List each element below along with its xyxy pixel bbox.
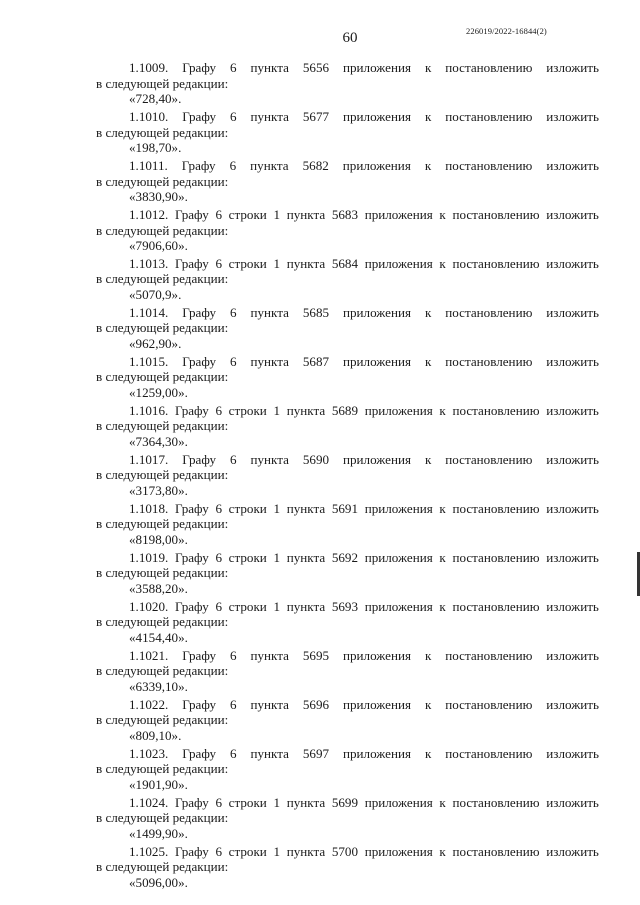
amendment-item (96, 60, 599, 107)
amendment-word: пункта (250, 745, 289, 761)
amendment-word: постановлению (445, 696, 533, 712)
amendment-word: 5690 (302, 451, 330, 467)
amendment-word: приложения (364, 843, 433, 859)
amendment-word: к (424, 647, 432, 663)
amendment-word: Графу (174, 598, 209, 614)
amendment-word: Графу (174, 206, 209, 222)
amendment-word: Графу (182, 745, 217, 761)
amendment-word: изложить (546, 843, 599, 859)
amendment-word: приложения (342, 157, 411, 173)
amendment-word: Графу (181, 157, 216, 173)
amendment-continuation: в следующей редакции: (96, 320, 229, 336)
amendment-word: изложить (546, 745, 599, 761)
amendment-word: 1 (273, 843, 281, 859)
amendment-word: приложения (364, 402, 433, 418)
amendment-continuation: в следующей редакции: (96, 467, 229, 483)
amendment-item (96, 354, 599, 401)
amendment-value: «8198,00». (129, 531, 188, 547)
amendment-word: 1 (273, 206, 281, 222)
amendment-first-line (96, 795, 599, 811)
amendment-word: постановлению (445, 647, 533, 663)
amendment-word: 5685 (302, 304, 330, 320)
amendment-value: «7364,30». (129, 433, 188, 449)
amendment-word: 6 (215, 500, 222, 516)
amendment-word: к (424, 157, 432, 173)
amendment-word: 6 (215, 843, 222, 859)
amendment-word: 6 (229, 696, 237, 712)
amendment-item (96, 648, 599, 695)
amendment-word: 1.1020. (129, 598, 169, 614)
amendment-continuation: в следующей редакции: (96, 565, 229, 581)
document-body (96, 60, 599, 892)
amendment-word: постановлению (452, 402, 540, 418)
page-number: 60 (342, 30, 358, 46)
amendment-item (96, 305, 599, 352)
amendment-word: строки (228, 255, 267, 271)
amendment-word: 1.1011. (129, 157, 168, 173)
amendment-word: приложения (342, 696, 412, 712)
amendment-word: Графу (182, 451, 217, 467)
amendment-word: пункта (286, 206, 326, 222)
amendment-word: к (424, 353, 432, 369)
amendment-value: «1901,90». (129, 776, 188, 792)
amendment-word: 6 (229, 353, 237, 369)
amendment-word: к (439, 598, 446, 614)
amendment-word: пункта (250, 60, 289, 75)
amendment-first-line (96, 403, 599, 419)
amendment-first-line (96, 256, 599, 272)
amendment-word: пункта (286, 843, 326, 859)
amendment-word: к (424, 745, 432, 761)
amendment-item (96, 403, 599, 450)
amendment-word: Графу (174, 843, 209, 859)
amendment-word: 6 (229, 647, 237, 663)
amendment-word: 6 (229, 60, 237, 75)
amendment-word: изложить (546, 696, 599, 712)
amendment-word: к (439, 402, 446, 418)
amendment-word: строки (228, 206, 267, 222)
amendment-word: приложения (342, 647, 412, 663)
amendment-continuation: в следующей редакции: (96, 173, 229, 189)
amendment-word: 5683 (331, 206, 359, 222)
amendment-word: изложить (546, 500, 599, 516)
amendment-word: приложения (364, 794, 433, 810)
amendment-word: постановлению (452, 206, 540, 222)
amendment-word: изложить (546, 108, 599, 124)
amendment-word: к (439, 843, 446, 859)
amendment-word: 5689 (331, 402, 359, 418)
amendment-item (96, 452, 599, 499)
amendment-word: пункта (250, 108, 289, 124)
amendment-word: 1.1017. (129, 451, 169, 467)
amendment-word: 5656 (302, 60, 330, 75)
amendment-item (96, 844, 599, 891)
amendment-word: 6 (229, 745, 237, 761)
amendment-word: пункта (286, 598, 326, 614)
amendment-item (96, 207, 599, 254)
amendment-continuation: в следующей редакции: (96, 761, 229, 777)
amendment-word: 1.1016. (129, 402, 169, 418)
amendment-word: 5677 (302, 108, 330, 124)
amendment-word: 1.1010. (129, 108, 169, 124)
amendment-word: строки (228, 843, 267, 859)
amendment-first-line (96, 60, 599, 76)
amendment-word: Графу (182, 647, 217, 663)
amendment-word: пункта (250, 647, 289, 663)
amendment-word: 5695 (302, 647, 330, 663)
amendment-value: «198,70». (129, 140, 182, 156)
amendment-word: 1.1023. (129, 745, 169, 761)
amendment-first-line (96, 158, 599, 174)
amendment-word: изложить (546, 353, 599, 369)
amendment-word: приложения (342, 451, 412, 467)
amendment-word: пункта (286, 402, 326, 418)
amendment-continuation: в следующей редакции: (96, 222, 229, 238)
amendment-continuation: в следующей редакции: (96, 271, 229, 287)
amendment-word: изложить (546, 402, 599, 418)
amendment-word: изложить (546, 647, 599, 663)
amendment-word: к (439, 206, 446, 222)
amendment-word: постановлению (445, 304, 533, 320)
amendment-word: приложения (342, 108, 412, 124)
amendment-first-line (96, 207, 599, 223)
amendment-word: 1.1019. (129, 549, 169, 565)
amendment-value: «4154,40». (129, 629, 188, 645)
amendment-item (96, 697, 599, 744)
amendment-word: 1 (273, 255, 281, 271)
amendment-word: изложить (546, 549, 599, 565)
amendment-word: 6 (229, 304, 237, 320)
amendment-word: к (439, 794, 446, 810)
amendment-continuation: в следующей редакции: (96, 516, 229, 532)
amendment-first-line (96, 550, 599, 566)
amendment-word: 6 (215, 255, 222, 271)
amendment-value: «1259,00». (129, 385, 188, 400)
amendment-item (96, 501, 599, 548)
amendment-word: к (424, 108, 432, 124)
amendment-word: 1.1014. (129, 304, 169, 320)
amendment-first-line (96, 746, 599, 762)
amendment-word: 5684 (331, 255, 359, 271)
amendment-continuation: в следующей редакции: (96, 75, 229, 91)
amendment-word: постановлению (445, 108, 533, 124)
amendment-word: 6 (229, 451, 237, 467)
amendment-word: Графу (182, 304, 217, 320)
amendment-word: к (439, 549, 446, 565)
amendment-first-line (96, 501, 599, 517)
amendment-word: постановлению (445, 451, 533, 467)
amendment-word: приложения (364, 255, 433, 271)
amendment-item (96, 256, 599, 303)
amendment-first-line (96, 109, 599, 125)
amendment-word: к (424, 696, 432, 712)
amendment-value: «962,90». (129, 336, 182, 352)
amendment-word: пункта (250, 696, 289, 712)
amendment-word: 6 (229, 108, 237, 124)
amendment-word: 1.1013. (129, 255, 169, 271)
amendment-word: 5697 (302, 745, 330, 761)
amendment-word: постановлению (445, 745, 533, 761)
amendment-word: изложить (546, 451, 599, 467)
amendment-word: изложить (546, 598, 599, 614)
amendment-word: 6 (215, 206, 222, 222)
amendment-word: 1.1015. (129, 353, 169, 369)
amendment-word: 1.1018. (129, 500, 169, 516)
amendment-word: Графу (182, 696, 217, 712)
amendment-word: Графу (174, 402, 209, 418)
amendment-word: приложения (364, 500, 433, 516)
amendment-word: 1.1024. (129, 794, 169, 810)
amendment-value: «3173,80». (129, 482, 188, 498)
amendment-word: приложения (364, 549, 433, 565)
amendment-word: пункта (286, 794, 326, 810)
amendment-word: постановлению (452, 843, 540, 859)
amendment-word: пункта (286, 255, 326, 271)
amendment-word: строки (228, 549, 267, 565)
amendment-continuation: в следующей редакции: (96, 124, 229, 140)
amendment-first-line (96, 599, 599, 615)
amendment-word: пункта (286, 500, 326, 516)
amendment-word: к (439, 500, 446, 516)
amendment-continuation: в следующей редакции: (96, 859, 229, 875)
amendment-word: постановлению (452, 255, 540, 271)
amendment-word: приложения (364, 206, 433, 222)
amendment-word: 5699 (331, 794, 359, 810)
amendment-word: 5687 (302, 353, 330, 369)
amendment-word: 1.1009. (129, 60, 169, 75)
amendment-first-line (96, 305, 599, 321)
amendment-word: 6 (215, 549, 222, 565)
amendment-word: приложения (342, 353, 412, 369)
amendment-continuation: в следующей редакции: (96, 418, 229, 434)
amendment-continuation: в следующей редакции: (96, 614, 229, 630)
amendment-word: пункта (250, 353, 289, 369)
amendment-word: строки (228, 598, 267, 614)
amendment-word: приложения (342, 60, 412, 75)
amendment-word: постановлению (452, 598, 540, 614)
amendment-first-line (96, 844, 599, 860)
amendment-word: пункта (286, 549, 326, 565)
amendment-first-line (96, 354, 599, 370)
amendment-word: 5693 (331, 598, 359, 614)
amendment-word: Графу (174, 794, 209, 810)
amendment-value: «7906,60». (129, 238, 188, 254)
amendment-word: изложить (546, 255, 599, 271)
amendment-word: 1 (273, 598, 281, 614)
amendment-first-line (96, 697, 599, 713)
amendment-word: постановлению (452, 549, 540, 565)
amendment-word: к (424, 304, 432, 320)
amendment-word: 1.1025. (129, 843, 169, 859)
amendment-first-line (96, 452, 599, 468)
amendment-word: 1 (273, 500, 281, 516)
amendment-continuation: в следующей редакции: (96, 810, 229, 826)
amendment-word: строки (228, 500, 267, 516)
amendment-word: изложить (546, 794, 599, 810)
amendment-item (96, 599, 599, 646)
amendment-value: «728,40». (129, 91, 182, 107)
amendment-word: постановлению (445, 157, 533, 173)
amendment-word: изложить (546, 304, 599, 320)
amendment-word: 5700 (331, 843, 359, 859)
amendment-word: пункта (250, 451, 289, 467)
amendment-word: 5696 (302, 696, 330, 712)
amendment-word: 1.1012. (129, 206, 169, 222)
amendment-value: «809,10». (129, 727, 182, 743)
amendment-word: к (424, 451, 432, 467)
amendment-word: постановлению (445, 60, 533, 75)
amendment-word: приложения (364, 598, 433, 614)
amendment-word: 5682 (302, 157, 329, 173)
amendment-word: 5691 (331, 500, 359, 516)
amendment-value: «3588,20». (129, 580, 188, 596)
document-id: 226019/2022-16844(2) (466, 26, 547, 36)
amendment-item (96, 158, 599, 205)
amendment-item (96, 109, 599, 156)
amendment-word: приложения (342, 304, 412, 320)
amendment-word: приложения (342, 745, 412, 761)
amendment-word: строки (228, 794, 267, 810)
amendment-item (96, 746, 599, 793)
amendment-first-line (96, 648, 599, 664)
amendment-item (96, 550, 599, 597)
amendment-value: «6339,10». (129, 678, 188, 694)
amendment-word: пункта (250, 157, 289, 173)
amendment-word: 1 (273, 402, 281, 418)
amendment-word: Графу (174, 549, 209, 565)
amendment-word: постановлению (445, 353, 533, 369)
amendment-word: изложить (546, 157, 599, 173)
amendment-word: 1 (273, 794, 281, 810)
amendment-word: изложить (546, 206, 599, 222)
amendment-item (96, 795, 599, 842)
amendment-word: 5692 (331, 549, 359, 565)
amendment-word: изложить (546, 60, 599, 75)
amendment-word: 1.1021. (129, 647, 169, 663)
amendment-word: 6 (229, 157, 237, 173)
amendment-word: 6 (215, 794, 222, 810)
amendment-value: «5096,00». (129, 874, 188, 890)
amendment-continuation: в следующей редакции: (96, 663, 229, 679)
amendment-word: 6 (215, 402, 222, 418)
amendment-value: «5070,9». (129, 287, 182, 303)
amendment-word: Графу (182, 353, 217, 369)
amendment-word: постановлению (452, 500, 540, 516)
amendment-word: 1.1022. (129, 696, 169, 712)
amendment-word: строки (228, 402, 267, 418)
amendment-word: к (439, 255, 446, 271)
amendment-value: «1499,90». (129, 825, 188, 841)
amendment-word: Графу (182, 60, 217, 75)
amendment-word: 6 (215, 598, 222, 614)
amendment-word: Графу (174, 255, 209, 271)
amendment-word: постановлению (452, 794, 540, 810)
amendment-word: к (424, 60, 432, 75)
amendment-word: пункта (250, 304, 289, 320)
amendment-word: 1 (273, 549, 281, 565)
amendment-continuation: в следующей редакции: (96, 369, 229, 385)
amendment-value: «3830,90». (129, 189, 188, 205)
amendment-continuation: в следующей редакции: (96, 712, 229, 728)
amendment-word: Графу (182, 108, 217, 124)
amendment-word: Графу (174, 500, 209, 516)
